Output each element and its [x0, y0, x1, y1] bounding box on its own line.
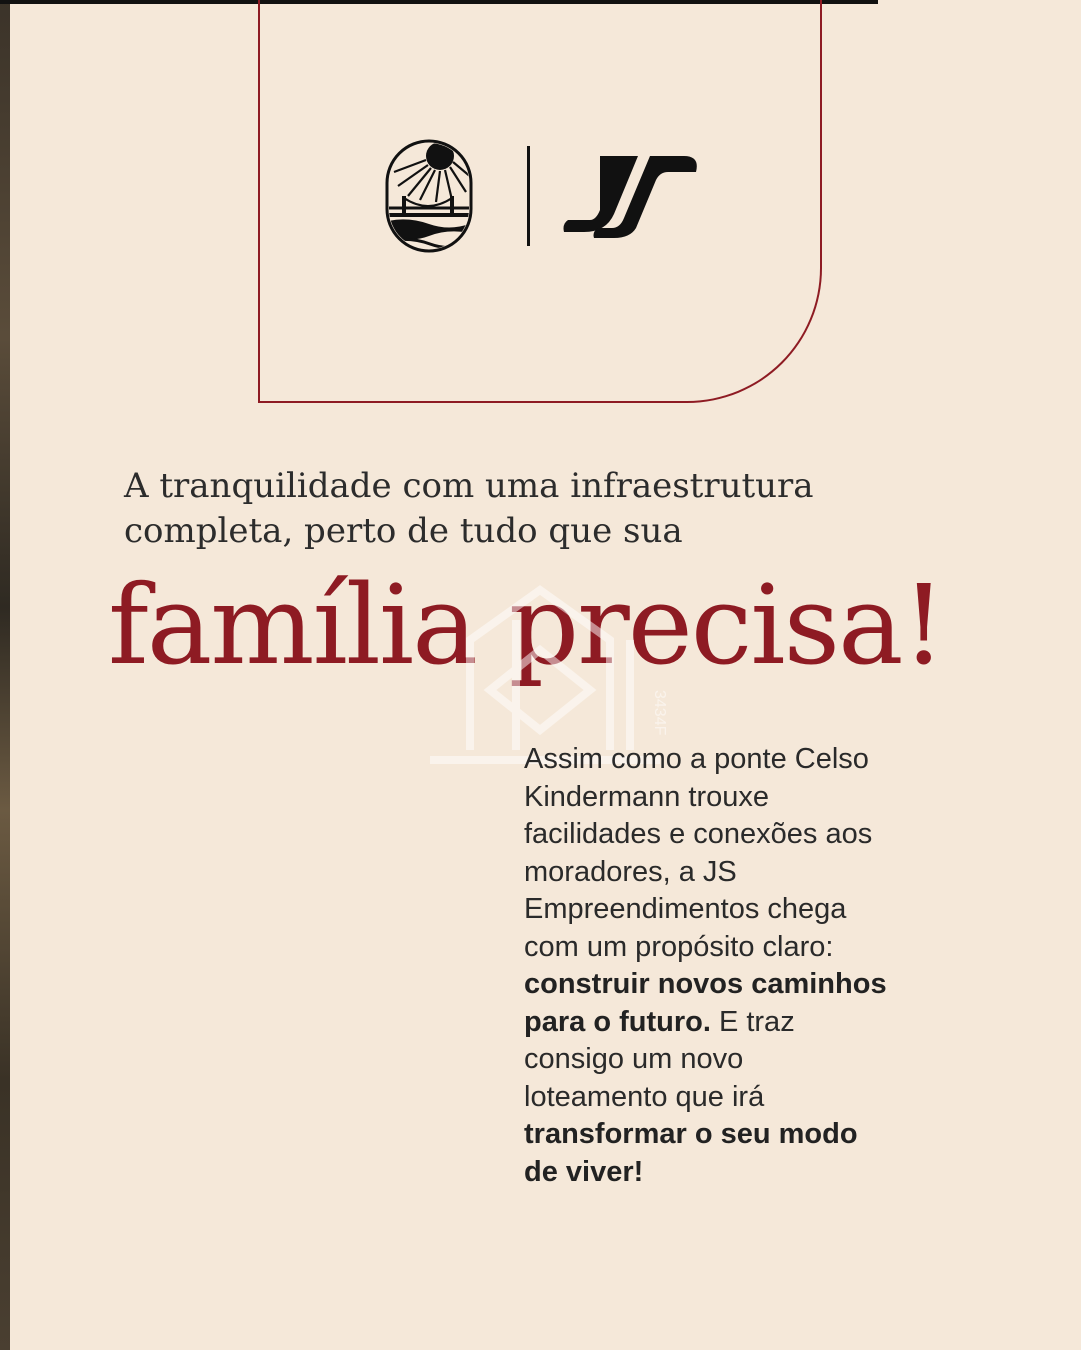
logo-divider: [527, 146, 530, 246]
bold-phrase: transformar o seu modo: [524, 1118, 858, 1150]
bridge-sun-emblem-icon: [384, 138, 474, 254]
body-paragraph: [524, 741, 964, 1191]
body-line-bold: [524, 1116, 964, 1154]
body-line: consigo um novo: [524, 1043, 744, 1075]
bold-phrase: construir novos caminhos: [524, 968, 887, 1000]
highlight-title: família precisa!: [108, 561, 944, 689]
body-line-mixed: [524, 1004, 964, 1042]
body-fragment: E traz: [710, 1005, 795, 1038]
headline: [124, 464, 944, 554]
body-line: facilidades e conexões aos: [524, 818, 873, 850]
headline-line-2: completa, perto de tudo que sua: [124, 511, 683, 551]
photo-edge-strip: [0, 0, 10, 1350]
body-line: com um propósito claro:: [524, 930, 834, 963]
body-line-bold: [524, 1154, 964, 1192]
logo-row: [384, 138, 704, 254]
headline-line-1: A tranquilidade com uma infraestrutura: [124, 466, 814, 506]
body-line: loteamento que irá: [524, 1080, 765, 1113]
watermark-text: 3434F: [651, 690, 668, 736]
bold-phrase: para o futuro.: [524, 1005, 711, 1038]
body-line: Kindermann trouxe: [524, 780, 770, 813]
js-monogram-icon: [560, 152, 700, 240]
body-line: Empreendimentos chega: [524, 893, 847, 925]
bold-phrase: de viver!: [524, 1155, 644, 1188]
body-line: Assim como a ponte Celso: [524, 743, 869, 775]
body-line-bold: [524, 966, 964, 1004]
body-line: moradores, a JS: [524, 855, 737, 888]
